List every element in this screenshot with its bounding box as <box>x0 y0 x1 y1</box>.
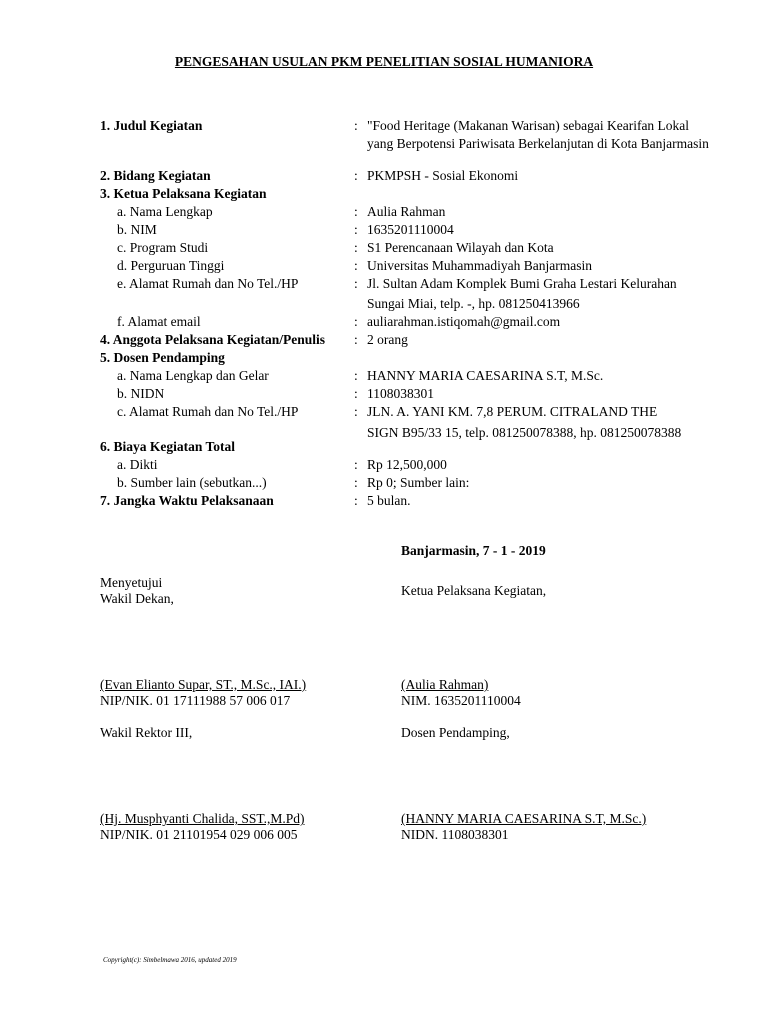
field-value: Sungai Miai, telp. -, hp. 081250413966 <box>367 296 580 311</box>
field-label: 7. Jangka Waktu Pelaksanaan <box>100 493 274 508</box>
wakil-rektor-id: NIP/NIK. 01 21101954 029 006 005 <box>100 827 298 842</box>
field-colon: : <box>354 493 358 508</box>
field-colon: : <box>354 168 358 183</box>
ketua-name: (Aulia Rahman) <box>401 677 489 692</box>
field-colon: : <box>354 222 358 237</box>
field-value: S1 Perencanaan Wilayah dan Kota <box>367 240 554 255</box>
field-label: a. Dikti <box>117 457 158 472</box>
ketua-id: NIM. 1635201110004 <box>401 693 521 708</box>
field-label: c. Program Studi <box>117 240 209 255</box>
field-label: 4. Anggota Pelaksana Kegiatan/Penulis <box>100 332 326 347</box>
field-label: 1. Judul Kegiatan <box>100 118 203 133</box>
field-label: a. Nama Lengkap dan Gelar <box>117 368 269 383</box>
page-title: PENGESAHAN USULAN PKM PENELITIAN SOSIAL HUMANIORA <box>174 54 594 69</box>
field-label: 2. Bidang Kegiatan <box>100 168 211 183</box>
field-colon: : <box>354 457 358 472</box>
field-value: 2 orang <box>367 332 408 347</box>
field-colon: : <box>354 475 358 490</box>
wakil-dekan-title: Wakil Dekan, <box>100 591 174 606</box>
field-label: c. Alamat Rumah dan No Tel./HP <box>117 404 299 419</box>
wakil-dekan-name: (Evan Elianto Supar, ST., M.Sc., IAI.) <box>100 677 307 692</box>
field-value: auliarahman.istiqomah@gmail.com <box>367 314 561 329</box>
field-value: HANNY MARIA CAESARINA S.T, M.Sc. <box>367 368 604 383</box>
field-colon: : <box>354 332 358 347</box>
field-colon: : <box>354 258 358 273</box>
field-value: Aulia Rahman <box>367 204 446 219</box>
field-label: b. NIDN <box>117 386 165 401</box>
dosen-name: (HANNY MARIA CAESARINA S.T, M.Sc.) <box>401 811 647 826</box>
field-colon: : <box>354 240 358 255</box>
field-value: 1635201110004 <box>367 222 454 237</box>
field-value: "Food Heritage (Makanan Warisan) sebagai Kearifan Lokal yang Berpotensi Pariwisata Berkelanjutan di Kota Banjarmasin <box>367 118 709 151</box>
field-label: a. Nama Lengkap <box>117 204 213 219</box>
field-label: b. Sumber lain (sebutkan...) <box>117 475 267 490</box>
section-heading: 3. Ketua Pelaksana Kegiatan <box>100 186 267 201</box>
dosen-id: NIDN. 1108038301 <box>401 827 509 842</box>
field-colon: : <box>354 276 358 291</box>
place-date: Banjarmasin, 7 - 1 - 2019 <box>401 543 546 558</box>
field-value: PKMPSH - Sosial Ekonomi <box>367 168 519 183</box>
field-value: Rp 12,500,000 <box>367 457 447 472</box>
field-colon: : <box>354 386 358 401</box>
menyetujui-label: Menyetujui <box>100 575 163 590</box>
field-colon: : <box>354 118 358 133</box>
field-label: b. NIM <box>117 222 157 237</box>
field-colon: : <box>354 368 358 383</box>
field-value: Rp 0; Sumber lain: <box>367 475 470 490</box>
field-label: d. Perguruan Tinggi <box>117 258 225 273</box>
ketua-title: Ketua Pelaksana Kegiatan, <box>401 583 547 598</box>
field-value: Universitas Muhammadiyah Banjarmasin <box>367 258 592 273</box>
field-value: 5 bulan. <box>367 493 411 508</box>
field-colon: : <box>354 204 358 219</box>
copyright-note: Copyright(c): Simbelmawa 2016, updated 2019 <box>103 956 237 964</box>
dosen-title: Dosen Pendamping, <box>401 725 510 740</box>
field-label: e. Alamat Rumah dan No Tel./HP <box>117 276 299 291</box>
wakil-rektor-title: Wakil Rektor III, <box>100 725 193 740</box>
field-colon: : <box>354 404 358 419</box>
wakil-dekan-id: NIP/NIK. 01 17111988 57 006 017 <box>100 693 291 708</box>
wakil-rektor-name: (Hj. Musphyanti Chalida, SST.,M.Pd) <box>100 811 305 826</box>
section-heading: 5. Dosen Pendamping <box>100 350 225 365</box>
field-value: Jl. Sultan Adam Komplek Bumi Graha Lestari Kelurahan <box>367 276 677 291</box>
field-label: f. Alamat email <box>117 314 201 329</box>
field-value: SIGN B95/33 15, telp. 081250078388, hp. 081250078388 <box>367 425 682 440</box>
field-colon: : <box>354 314 358 329</box>
section-heading: 6. Biaya Kegiatan Total <box>100 439 236 454</box>
field-value: JLN. A. YANI KM. 7,8 PERUM. CITRALAND THE <box>367 404 658 419</box>
field-value: 1108038301 <box>367 386 434 401</box>
